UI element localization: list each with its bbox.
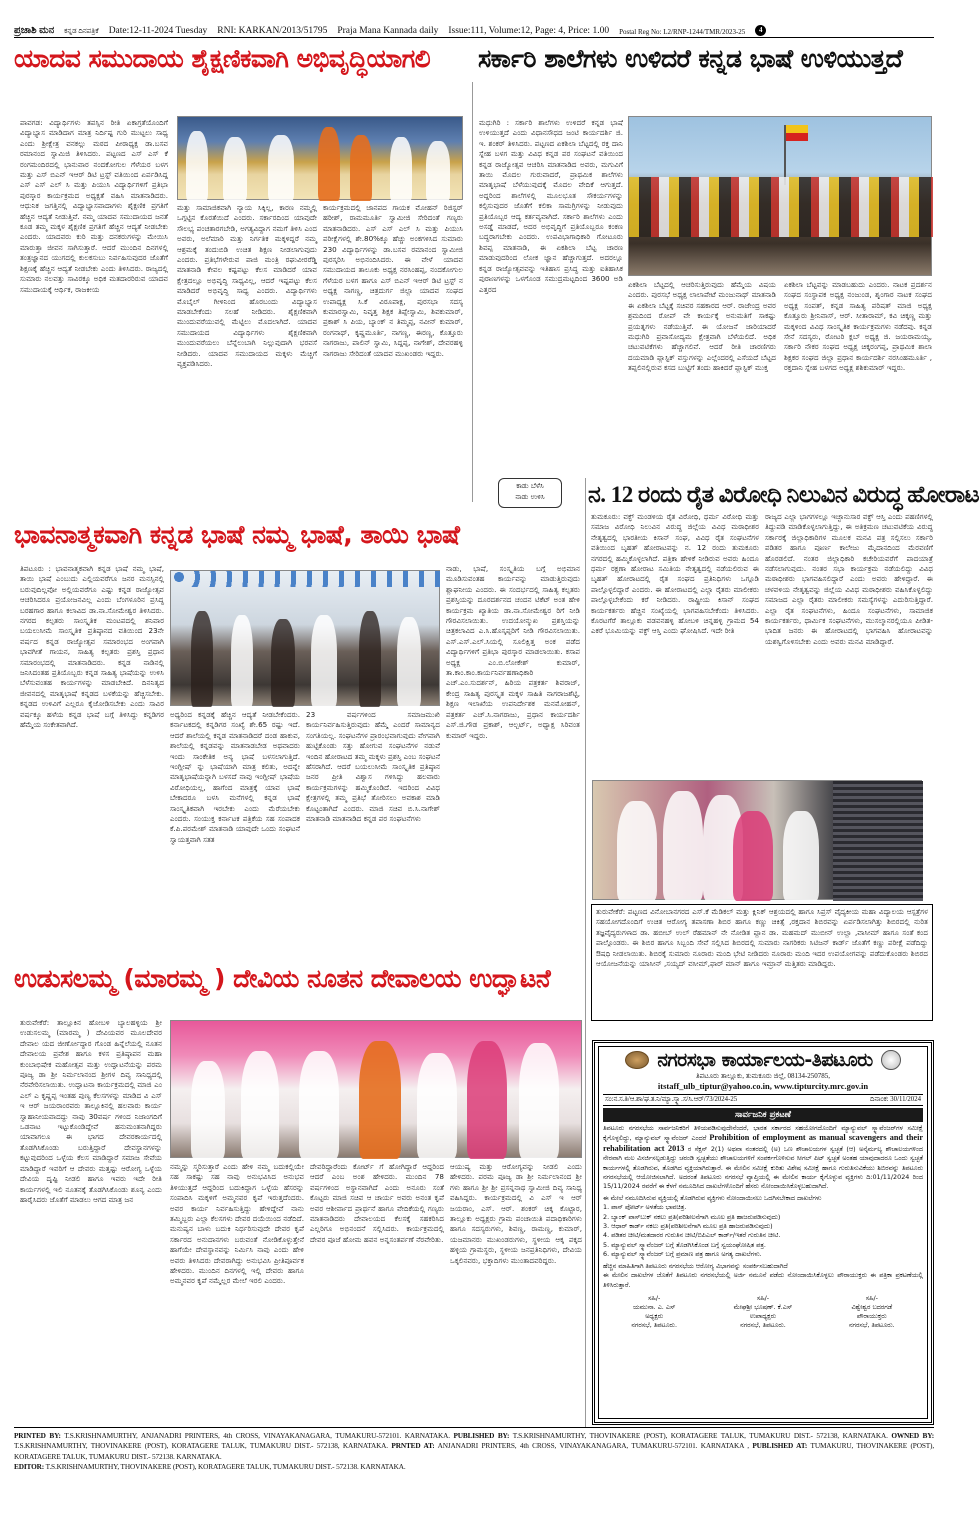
signatory-name: ಯಮುನಾ. ಎ. ಎಸ್: [632, 1302, 676, 1311]
notice-date: ದಿನಾಂಕ: 30/11/2024: [870, 1096, 921, 1103]
postal-reg: Postal Reg No: L2/RNP-1244/TMR/2023-25: [619, 28, 746, 36]
signatory-sd: ಸಹಿ/-: [756, 1293, 770, 1302]
headline-bhavanatmaka: ಭಾವನಾತ್ಮಕವಾಗಿ ಕನ್ನಡ ಭಾಷೆ ನಮ್ಮ ಭಾಷೆ, ತಾಯಿ ಭಾಷೆ: [14, 520, 460, 549]
signatory-role: ಅಧ್ಯಕ್ಷರು: [645, 1311, 664, 1320]
yadava-col-1: ಪಾವಗಡ: ವಿದ್ಯಾರ್ಥಿಗಳು ತಪಸ್ಸಿನ ರೀತಿ ಏಕಾಗ್ರತೆಯೊಂದಿಗೆ ವಿದ್ಯಾಭ್ಯಾಸ ಮಾಡಿದಾಗ ಮಾತ್ರ ನಿರ್ದಿಷ್ಟ ಗುರಿ ಮುಟ್ಟಲು ಸಾಧ್ಯ ಎಂದು ಶ್ರೀಕ್ಷೇತ್ರ ವನಕಲ್ಲು ಮಠದ ಪೀಠಾಧ್ಯಕ್ಷ ಡಾ.ಬಸವ ರಮಾನಂದ ಸ್ವಾಮಿಜಿ ತಿಳಿಸಿದರು. ಪಟ್ಟಣದ ಎಸ್ ಎಸ್ ಕೆ ರಂಗಮಂದಿರದಲ್ಲಿ ಭಾನುವಾರ ನಂದಕೋಗುಲ ಗೆಳೆಯರ ಬಳಗ ಮತ್ತು ಎಸ್ ಬಿಎನ್ ಇಆರ್ ಡಿಟಿ ಟ್ರಸ್ಟ್ ವತಿಯಿಂದ ಏರ್ಪಡಿಸಿದ್ದ ಎಸ್ ಎಸ್ ಎಲ್ ಸಿ ಮತ್ತು ಪಿಯುಸಿ ವಿದ್ಯಾರ್ಥಿಗಳಿಗೆ ಪ್ರತಿಭಾ ಪುರಸ್ಕಾರ ಕಾರ್ಯಕ್ರಮದ ಅಧ್ಯಕ್ಷತೆ ವಹಿಸಿ ಮಾತನಾಡಿದರು. ಆಧುನಿಕ ಜಗತ್ತಿನಲ್ಲಿ ವಿದ್ಯಾಭ್ಯಾಸವಾದಾಗಳು ಶೈಕ್ಷಣಿಕ ಪ್ರಗತಿಗೆ ಹೆಚ್ಚಿನ ಆದ್ಯತೆ ನೀಡುತ್ತಿವೆ. ನಮ್ಮ ಯಾದವ ಸಮುದಾಯದ ಜನತೆ ಕೂಡ ತಮ್ಮ ಮಕ್ಕಳ ಶೈಕ್ಷಣಿಕ ಪ್ರಗತಿಗೆ ಹೆಚ್ಚಿನ ಆದ್ಯತೆ ನೀಡಬೇಕು ಎಂದರು. ಯಾದವರು ಕುರಿ ಮತ್ತು ದನಕರುಗಳನ್ನು ಮೇಯಿಸಿ ಮಾರುತ್ತಾ ಜೀವನ ಸಾಗಿಸುತ್ತಾರೆ. ಆದರೆ ಮುಂದಿನ ದಿನಗಳಲ್ಲಿ ತಂತ್ರಜ್ಞಾನದ ಯುಗದಲ್ಲಿ ಕುಲಕಸುಬು ನಿರ್ವಹಿಸುವುದರ ಜೊತೆಗೆ ಶಿಕ್ಷಣಕ್ಕೆ ಹೆಚ್ಚಿನ ಆದ್ಯತೆ ನೀಡಬೇಕು ಎಂದು ತಿಳಿಸಿದರು. ರಾಜ್ಯದಲ್ಲಿ ಸುಮಾರು ನಲವತ್ತು ಸಾವಿರಕ್ಕೂ ಅಧಿಕ ಮತದಾರರಿರುವ ಯಾದವ ಸಮುದಾಯಕ್ಕೆ ಆರ್ಥಿಕ, ರಾಜಕೀಯ: [20, 118, 168, 294]
health-camp-box: [591, 904, 933, 1021]
published-by: T.S.KRISHNAMURTHY, THOVINAKERE (POST), KORATAGERE TALUK, TUMAKURU DIST.- 572138, KARNATAKA.: [512, 1431, 888, 1440]
imprint-footer: [14, 1427, 934, 1473]
signatory-name: ವಿಶ್ವೇಶ್ವರ ಬದರಗಡೆ: [851, 1302, 893, 1311]
printed-at-label: PRNTED AT:: [391, 1441, 435, 1451]
signatory: [849, 1294, 895, 1330]
municipal-seal-icon: [625, 1051, 649, 1069]
notice-document-list: [603, 1203, 923, 1259]
notice-body-part-1: ತಿಪಟೂರು ನಗರಸಭೆಯ ಸಾರ್ವಜನಿಕರಿಗೆ ತಿಳಿಯಪಡಿಸುವುದೇನೆಂದರೆ, ಭಾರತ ಸರ್ಕಾರದ ಸಹಯೋಗದೊಂದಿಗೆ ಮ್ಯಾನ್ಯುವಲ್ ಸ್ಕ್ಯಾವೆಂಜರ್‌ಗಳ ಸಮೀಕ್ಷೆ ಕೈಗೊಳ್ಳಲಿದ್ದು, ಮ್ಯಾನ್ಯುವಲ್ ಸ್ಕ್ಯಾವೆಂಜರ್ ಎಂದರೆ: [603, 1124, 923, 1143]
health-camp-body: ತುರುವೇಕೆರೆ: ಪಟ್ಟಣದ ವಿನೋಬಾನಗರದ ಎಸ್.ಕೆ ಮೆಡಿಕಲ್ ಮತ್ತು ಕ್ಲಿನಿಕ್ ಆಶ್ರಯದಲ್ಲಿ ಹಾಗೂ ಸಿಪ್ರಸ್ ವೈದ್ಯಕೀಯ ಮಹಾ ವಿದ್ಯಾಲಯ ಆಸ್ಪತ್ರೆಗಳ ಸಹಯೋಗದೊಂದಿಗೆ ಉಚಿತ ಆರೋಗ್ಯ ತಪಾಸಣಾ ಶಿಬಿರ ಹಾಗೂ ಕಣ್ಣು ಚಿಕಿತ್ಸೆ ,ರಕ್ತದಾನ ಶಿಬಿರವನ್ನು ಏರ್ಪಡಿಸಲಾಗಿತ್ತು ಶಿಬಿರದಲ್ಲಿ ನುರಿತ ತಜ್ಞವೈದ್ಯರುಗಳಾದ ಡಾ. ಹಬೀಬ್ ಉಲ್ ರೆಹಮಾನ್ ನೇ ನೋಡಿತ ಪ್ಲಾನ ಡಾ. ಮಹಮದ್ ಮುಬೀನ್ ಉಲ್ಲಾ ,ವಾಸೀಮ್ ಹಾಗೂ ಸಂತೆ ಕಂದ ಪಾಲ್ಗೊಂಡರು. ಈ ಶಿಬಿರ ಹಾಗೂ ಸಿಬ್ಬಂದಿ ಸೇವೆ ಸಲ್ಲಿಸಿದ ಶಿಬಿರದಲ್ಲಿ ಸುಮಾರು ನಾಗರಿಕರು ಸಿಟಿಜನ್ ಕಾರ್ಡ್ ಜೊತೆಗೆ ಕಣ್ಣು ಪರೀಕ್ಷೆ ಪಡೆದಿದ್ದು ಔಷಧಿ ನೀಡಲಾಯಿತು. ಶಿಬಿರಕ್ಕೆ ಸುಮಾರು ನೂರಾರು ಮಂದಿ ಭೇಟಿ ನೀಡಿದರು ನೂರಾರು ಮಂದಿ ಇದರ ಉಪಯೋಗವನ್ನು ಪಡೆದುಕೊಂಡರು ಶಿಬಿರದ ಆಯೋಜನೆಯನ್ನು ಯಾಸೀನ್ ,ಸಯ್ಯದ್ ವಸೀಮ್,ಫಾರ್ ಮಾನ್ ಹಾಗೂ ಇಮ್ರಾನ್ ಮತ್ತಿತರು ಮಾಡಿದ್ದರು.: [596, 907, 928, 969]
issue-date: Date:12-11-2024 Tuesday: [108, 26, 208, 36]
notice-body-part-2: ರ ಸೆಕ್ಷನ್ 2(1) ಅಥವಾ ನಂತರದಲ್ಲಿ (ಅ) ಒಣ ಶೌಚಾಲಯಗಳ ಸ್ವಚ್ಛತೆ (ಆ) ಅನೈರ್ಮಲ್ಯ ಶೌಚಾಲಯಗಳಿಂದ ನೇರವಾಗಿ ಮಲ ವಿಸರ್ಜಿಸಲ್ಪಡುತ್ತಿದ್ದು ಚರಂಡಿ ಸ್ವಚ್ಛತೆಯು ಶೌಚಾಲಯಗಳಿಗೆ ಸಂಪರ್ಕಗೊಳಿಸುವ ಸೀಗಲ್ ಪಿಟ್ ಸ್ವಚ್ಛತೆ ಅಂತಹ ಯಾವುದಾದರೂ ಒಂದು ಸ್ವಚ್ಛತೆ ಕಾರ್ಯಗಳಲ್ಲಿ ತೊಡಗಿರುವ, ತೊಡಗಿದ ವ್ಯಕ್ತಿಯಾಗಿರುತ್ತಾರೆ. ಈ ಮೇಲಿನ ಸಮೀಕ್ಷೆ ಕುರಿತು ವಿಶೇಷ ಸಮೀಕ್ಷೆ ಹಾಗೂ ಗುರುತಿಸುವಿಕೆಯು ಶಿಬಿರವನ್ನು ತಿಪಟೂರು ನಗರಸಭೆಯಲ್ಲಿ ಆಯೋಜಿಸಲಾಗಿದೆ. ಅದರಂತೆ ತಿಪಟೂರು ನಗರಸಭೆ ವ್ಯಾಪ್ತಿಯಲ್ಲಿ ಈ ಮೇಲಿನ ಕಾರ್ಯ ಕೈಗೊಳ್ಳುವ ವ್ಯಕ್ತಿಗಳು ದಿ:01/11/2024 ರಿಂದ 15/11/2024 ರವರೆಗೆ ಈ ಕೆಳಗೆ ನಮೂದಿಸಿದ ದಾಖಲೆಗಳೊಂದಿಗೆ ಹೆಸರು ನೋಂದಾಯಿಸಿಕೊಳ್ಳಬಹುದಾಗಿದೆ.: [603, 1144, 923, 1191]
public-notice: [592, 1040, 934, 1425]
page-number-badge: 4: [755, 25, 766, 36]
notice-reference: [603, 1094, 923, 1106]
rni-number: RNI: KARKAN/2013/51795: [217, 26, 328, 36]
slogan-line-2: ನಾಡು ಉಳಿಸಿ: [515, 493, 545, 501]
notice-closing-1: ಹೆಚ್ಚಿನ ಮಾಹಿತಿಗಾಗಿ ತಿಪಟೂರು ನಗರಸಭೆಯ ಆರೋಗ್ಯ ವಿಭಾಗವನ್ನು ಸಂಪರ್ಕಿಸಬಹುದಾಗಿದೆ: [603, 1261, 788, 1270]
notice-ref-number: ಸಂ:ನ.ಸ.ತಿ/ಆ.ಶಾ/ಘ.ತ.ನಿ/ಮ್ಯಾ.ಸ್ಕ್ಯಾ.ಸ/ಸಿ.ಆರ್/73/2024-25: [605, 1096, 738, 1103]
headline-farmers: ನ. 12 ರಂದು ರೈತ ವಿರೋಧಿ ನಿಲುವಿನ ವಿರುದ್ಧ ಹೋರಾಟ: [588, 482, 979, 507]
yadava-col-3: ಕಾರ್ಯಕ್ರಮದಲ್ಲಿ ಜಾನಪದ ಗಾಯಕ ಮೋಹನ್ ರಿಜಿಸ್ಟರ್ ಹರೀಶ್, ರಾಮಮೂರ್ತಿ ಸ್ವಾಮೀಜಿ ಸೇರಿದಂತೆ ಗಣ್ಯರು ಮಾತನಾಡಿದರು. ಎಸ್ ಎಸ್ ಎಲ್ ಸಿ ಮತ್ತು ಪಿಯುಸಿ ಪರೀಕ್ಷೆಗಳಲ್ಲಿ ಶೇ.80%ಕ್ಕೂ ಹೆಚ್ಚು ಅಂಕಗಳಿಸಿದ ಸುಮಾರು 230 ವಿದ್ಯಾರ್ಥಿಗಳನ್ನು ಡಾ.ಬಸವ ರಮಾನಂದ ಸ್ವಾಮೀಜಿ ಪುರಸ್ಕರಿಸಿ ಅಭಿನಂದಿಸಿದರು. ಈ ವೇಳೆ ಯಾದವ ಸಮುದಾಯದ ತಾಲೂಕು ಅಧ್ಯಕ್ಷ ನರಸಿಂಹಪ್ಪ, ನಂದಕೋಗುಲ ಗೆಳೆಯರ ಬಳಗ ಹಾಗೂ ಎಸ್ ಬಿಎನ್ ಇಆರ್ ಡಿಟಿ ಟ್ರಸ್ಟ್ ನ ಅಧ್ಯಕ್ಷ ನಾಗಣ್ಣ, ಚಿತ್ರದುರ್ಗ ಜಿಲ್ಲಾ ಯಾದವ ಸಂಘದ ಉಪಾಧ್ಯಕ್ಷ ಸಿ.ಕೆ ವಿರೂಪಾಕ್ಷ, ಪುರಸಭಾ ಸದಸ್ಯ ಕುಮಾರಸ್ವಾಮಿ, ನಿವೃತ್ತ ಶಿಕ್ಷಕ ತಿಪ್ಪೇಸ್ವಾಮಿ, ಶಿವಕುಮಾರ್, ಪ್ರಕಾಶ್ ಸಿ ಪಿಯ, ಬ್ಯಾಂಕ್ ನ ತಿಮ್ಮಪ್ಪ, ನವೀನ್ ಕುಮಾರ್, ರಂಗನಾಥ್, ಕೃಷ್ಣಮೂರ್ತಿ, ನಾಗಣ್ಣ, ಈರಣ್ಣ, ಕೊತ್ತೂರು ನಾಗರಾಜು, ಪಾಲಿನ್ ಸ್ವಾಮಿ, ಸಿದ್ದಪ್ಪ, ನಾಗೇಶ್, ದೇವರಹಳ್ಳಿ ನಾಗರಾಜು ಸೇರಿದಂತೆ ಯಾದವ ಮುಖಂಡರು ಇದ್ದರು.: [323, 203, 463, 358]
column-rule: [472, 82, 473, 502]
notice-list-item: 3. ಆಧಾರ್ ಕಾರ್ಡ್ ನಕಲು ಪ್ರತಿ(ಪರಿಶೀಲನೆಗಾಗಿ ಮೂಲ ಪ್ರತಿ ಹಾಜರುಪಡಿಸುವುದು): [603, 1222, 773, 1231]
bhavanatmaka-col-4: ನಾಡು, ಭಾಷೆ, ಸಂಸ್ಕೃತಿಯ ಬಗ್ಗೆ ಅಭಿಮಾನ ಮೂಡಿಸುವಂತಹ ಕಾರ್ಯವನ್ನು ಮಾಡುತ್ತಿರುವುದು ಶ್ಲಾಘನೀಯ ಎಂದರು. ಈ ಸಂದರ್ಭದಲ್ಲಿ ಸಾಹಿತ್ಯ ಕಲ್ಪತರು ಪ್ರಶಸ್ತಿಯನ್ನು ದೂರದರ್ಶನದ ಚಂದನ ಟಿಕೆಟ್ ಅಂತ ಹೇಳಿ ಕಾರ್ಯಕ್ರಮ ಖ್ಯಾತಿಯ ಡಾ.ನಾ.ಸೋಮೇಶ್ವರ ರಿಗೆ ನೀಡಿ ಗೌರವಿಸಲಾಯಿತು. ಉದಯೋನ್ಮುಖ ಪ್ರಶಸ್ತಿಯನ್ನು ಚಿತ್ರಕಲಾವಿದ ಎ.ಸಿ.ಹೊಸ್ಕಪ್ಪರಿಗೆ ನೀಡಿ ಗೌರವಿಸಲಾಯಿತು. ಎಸ್.ಎಸ್.ಎಲ್.ಸಿಯಲ್ಲಿ ಸೂಲಿಕ್ಷಿತ್ತ ಅಂಕ ಪಡೆದ ವಿದ್ಯಾರ್ಥಿಗಳಿಗೆ ಪ್ರತಿಭಾ ಪುರಸ್ಕಾರ ಮಾಡಲಾಯಿತು. ಕಸಾಪ ಅಧ್ಯಕ್ಷ ಎಂ.ಬಿ.ಲೋಕೇಶ್ ಕುಮಾರ್, ತಾ.ಕಾಂ.ಕಾಂ.ಕಾರ್ಯನಿರ್ವಹಣಾಧಿಕಾರಿ ಎಚ್.ಎಂ.ಸುದರ್ಶನ್, ಹಿರಿಯ ಪತ್ರಕರ್ತ ಶಿವರಾಜ್, ಕೇಂದ್ರ ಸಾಹಿತ್ಯ ಪುರಸ್ಕೃತ ಮಕ್ಕಳ ಸಾಹಿತಿ ನಾಗರಾಜಶೆಟ್ಟಿ, ಶಿಕ್ಷಣ ಇಲಾಖೆಯ ಉಪನಿರ್ದೇಶಕ ಮನಮೋಹನ್, ಪತ್ರಕರ್ತ ಎಚ್.ಸಿ.ನಾಗರಾಜು, ಪ್ರಧಾನ ಕಾರ್ಯದರ್ಶಿ ಎಸ್.ಜಿ.ಗೌಡ ಪ್ರಕಾಶ್, ಆಲ್ಬರ್ಟ್, ಅಧ್ಯಾಕ್ಷ ಸಿರಿವಂತ ಕುಮಾರ್ ಇದ್ದರು.: [446, 564, 580, 740]
notice-signatories: [603, 1294, 923, 1330]
notice-list-item: 5. ಮ್ಯಾನ್ಯುವಲ್ ಸ್ಕ್ಯಾವೆಂಜರ್ ಬಗ್ಗೆ ತೊಡಗಿಸಿಕೊಂಡ ಬಗ್ಗೆ ಸ್ವಯಂಘೋಷಿತ ಪತ್ರ.: [603, 1240, 766, 1249]
paper-logo: ಪ್ರಜಾಶಿ ಮನ: [14, 25, 55, 36]
paper-name: Praja Mana Kannada daily: [337, 26, 439, 36]
signatory-place: ನಗರಸಭೆ, ತಿಪಟೂರು.: [631, 1320, 677, 1329]
issue-info: Issue:111, Volume:12, Page: 4, Price: 1.00: [448, 26, 610, 36]
owned-by-label: OWNED BY:: [891, 1431, 934, 1440]
notice-list-item: 6. ಮ್ಯಾನ್ಯುವಲ್ ಸ್ಕ್ಯಾವೆಂಜರ್ ಬಗ್ಗೆ ಪ್ರಮಾಣ ಪತ್ರ ಹಾಗೂ ಅಗತ್ಯ ದಾಖಲೆಗಳು.: [603, 1250, 762, 1259]
temple-col-1: ತುರುವೇಕೆರೆ: ತಾಲ್ಲೂಕಿನ ಹೋಬಳಿ ಬ್ಯಾಲಹಳ್ಳಿಯ ಶ್ರೀ ಉಡುಸಲಮ್ಮ (ಮಾರಮ್ಮ ) ದೇವಿಯವರ ಮೂಲದೇವರ ದೇವಾಲ ಯದ ಜೀರ್ಣೋದ್ಧಾರ ಗೊಂಡ ಹಿನ್ನೆಲೆಯಲ್ಲಿ ನೂತನ ದೇವಾಲಯ ಪ್ರವೇಶ ಹಾಗೂ ಕಳಸ ಪ್ರತಿಷ್ಠಾಪನ ಮಹಾ ಕುಂಬಾಭಿಷೇಕ ಮಹೋತ್ಸವ ಮತ್ತು ಉದ್ಘಾಟನೆಯನ್ನು ಪರಮ ಪೂಜ್ಯ ಡಾ ಶ್ರೀ ನಿರ್ಮಲಾನಂದ ಶ್ರೀಗಳ ದಿವ್ಯ ಸಾನಿಧ್ಯದಲ್ಲಿ ನೆರವೇರಿಸಲಾಯಿತು. ಉದ್ಘಾಟನಾ ಕಾರ್ಯಕ್ರಮದಲ್ಲಿ ಮಾಜಿ ಎಂ ಎಲ್ ಎ ಕೃಷ್ಣಪ್ಪ ಇಂತಹ ಪುಣ್ಯ ಕೆಲಸಗಳನ್ನು ಮಾಡಿದ ವಿ ಎಸ್ ಇ ಆರ್ ಜಯರಾಂರವರು ತಾಲ್ಲೂಕಿನಲ್ಲಿ ಹಲವಾರು ಕಾರ್ಯ ಸ್ವಾಹಾನೀಯವಾದದ್ದು ನಾವು 30ವರ್ಷ ಗಳಿಂದ ನಿಜಾಂಗದಿಗೆ ಒಡನಾಟ ಇಟ್ಟುಕೊಂಡಿದ್ದೇವೆ ಹನುಮಂತನಾಗಿದ್ದರು ಯಾವಾಗಲೂ ಈ ಭಾಗದ ದೇವರಕಾರ್ಯದಲ್ಲಿ ತೊಡಗಿಸಿಕೊಂಡು ಬರುತ್ತಿದ್ದಾರೆ ದೇವಸ್ಥಾನಗಳನ್ನು ಕಟ್ಟುವುದರಿಂದ ಒಳ್ಳೆಯ ಕೆಲಸ ಮಾಡಿದ್ದಾರೆ ಸಮಾಜ ಸೇವೆಯ ಮಾಡಿದ್ದಾರೆ ಇವರಿಗೆ ಆ ದೇವರು ಮತ್ತಷ್ಟು ಆರೋಗ್ಯ ಒಳ್ಳೆಯ ದೇವಿಯ ದೃಷ್ಟಿ ನೀಡಲಿ ಹಾಗೂ ಇವರು ಇದೇ ರೀತಿ ಕಾರ್ಯಗಳಲ್ಲಿ ಇಲಿ ನೂತನಕ್ಕೆ ತೊಡಗಿಸಿಕೊಂಡು ಶೂನ್ಯ ಎಂದು ಹಾರೈಸಿದರು ಜೊತೆಗೆ ಮಾಡಲು ಆಗದ ಮಾತ್ರ ಜನ: [20, 1018, 162, 1204]
signatory: [734, 1294, 793, 1330]
notice-band: ಸಾರ್ವಜನಿಕ ಪ್ರಕಟಣೆ: [603, 1108, 923, 1122]
signatory-place: ನಗರಸಭೆ, ತಿಪಟೂರು.: [740, 1320, 786, 1329]
published-by-label: PUBLISHED BY:: [453, 1431, 510, 1440]
notice-act-name: Prohibition of employment as manual scavengers and their rehabilitation act 2013: [603, 1133, 923, 1153]
notice-list-item: 4. ಪಡಿತರ ಚೀಟಿ/ಮತದಾರರ ಗುರುತಿನ ಚೀಟಿ/ಬಿಪಿಎಲ್ ಕಾರ್ಡ್/ಇತರೆ ಗುರುತಿನ ಚೀಟಿ.: [603, 1231, 781, 1240]
photo-yadava-stage: [177, 116, 463, 200]
bhavanatmaka-col-2: ಅಧ್ಯರಿಂದ ಕನ್ನಡಕ್ಕೆ ಹೆಚ್ಚಿನ ಆದ್ಯತೆ ನೀಡಬೇಕೆಂದರು. ಕರ್ನಾಟಕದಲ್ಲಿ ಕನ್ನಡಿಗರ ಸಂಖ್ಯೆ ಶೇ.65 ರಷ್ಟು ಇದೆ. ಆದರೆ ಶಾಲೆಯಲ್ಲಿ ಕನ್ನಡ ಮಾತನಾಡಿದರೆ ದಂಡ ಹಾಕುವ, ಶಾಲೆಯಲ್ಲಿ ಕನ್ನಡವನ್ನು ಮಾತನಾಡಬೇಡ ಅಥವಾದರು ಇಂದು ಸಾಂಕೇತಿಕ ಅನ್ಯ ಭಾಷೆ ಬಳಸಲಾಗುತ್ತಿದೆ. ಇಂಗ್ಲೀಷ್ ನ್ನು ಭಾಷೆಯಾಗಿ ಮಾತ್ರ ಕಲಿತು, ಅದನ್ನೇ ಮಾತೃಭಾಷೆಯನ್ನಾಗಿ ಬಳಸದೆ ನಾವು ಇಂಗ್ಲೀಷ್ ಭಾಷೆಯ ವಿರೋಧಿಯಲ್ಲ, ಹಾಗೆಂದ ಮಾತ್ರಕ್ಕೆ ಯಾವ ಭಾಷೆ ಬೇಕಾದರೂ ಬಳಸಿ ಮನೆಗಳಲ್ಲಿ ಕನ್ನಡ ಭಾಷೆ ಸಾಂಸ್ಕೃತಿಕವಾಗಿ ಇರಬೇಕು ಎಂದು ಮೆರೆಯಬೇಕು ಎಂದರು. ಸಂಯುಕ್ತ ಕರ್ನಾಟಕ ಪತ್ರಿಕೆಯ ಸಹ ಸಂಪಾದಕ ಕೆ.ಪಿ.ಪರಮೇಶ್ ಮಾತನಾಡಿ ಯಾವುದೇ ಒಂದು ಸಂಘಟನೆ ಸ್ವಾಯತ್ತವಾಗಿ ಸತತ: [170, 710, 300, 844]
kannada-school-col-3: ಏಕಶಿಲಾ ಬೆಟ್ಟವನ್ನು ಮಾಡಬಹುದು ಎಂದರು. ನಾಟಕ ಪ್ರದರ್ಶನ ಸಂಘದ ಸಂಸ್ಥಾಪಕ ಅಧ್ಯಕ್ಷ ನಂಜುಂಡ, ಶೃಂಗಾರ ನಾಟಕ ಸಂಘದ ಅಧ್ಯಕ್ಷ ಸಂಪತ್, ಕನ್ನಡ ಸಾಹಿತ್ಯ ಪರಿಷತ್ ಮಾಜಿ ಅಧ್ಯಕ್ಷ ಕೊತ್ತೂರು ಶ್ರೀನಿವಾಸ್, ಆರ್. ಸೀತಾರಾಮ್, ಕವಿ ಚಿಕ್ಕಣ್ಣ ಮತ್ತು ಮಕ್ಕಳಿಂದ ವಿವಿಧ ಸಾಂಸ್ಕೃತಿಕ ಕಾರ್ಯಕ್ರಮಗಳು ನಡೆದವು. ಕನ್ನಡ ಸೇನೆ ಸದಸ್ಯರು, ರೋಟರಿ ಕ್ಲಬ್ ಅಧ್ಯಕ್ಷ ಜಿ. ಜಯರಾಮಯ್ಯ, ಸರ್ಕಾರಿ ನೌಕರ ಸಂಘದ ಅಧ್ಯಕ್ಷ ಚಿಕ್ಕರಂಗಪ್ಪ, ಪ್ರಾಥಮಿಕ ಶಾಲಾ ಶಿಕ್ಷಕರ ಸಂಘದ ಜಿಲ್ಲಾ ಪ್ರಧಾನ ಕಾರ್ಯದರ್ಶಿ ನರಸಿಂಹಮೂರ್ತಿ , ರಕ್ತದಾನಿ ಸ್ನೇಹ ಬಳಗದ ಅಧ್ಯಕ್ಷ ಶಶಿಕುಮಾರ್ ಇದ್ದರು.: [784, 280, 932, 373]
photo-kannada-group: [628, 116, 932, 276]
notice-list-item: 1. ಪಾಸ್ ಪೋರ್ಟ್ ಅಳತೆಯ ಭಾವಚಿತ್ರ.: [603, 1203, 687, 1212]
editor-label: EDITOR:: [14, 1462, 45, 1472]
photo-temple-inauguration: [170, 1020, 582, 1158]
printed-by-label: PRINTED BY:: [14, 1431, 61, 1440]
notice-title: ನಗರಸಭಾ ಕಾರ್ಯಾಲಯ-ತಿಪಟೂರು: [657, 1049, 873, 1071]
state-emblem-icon: [881, 1050, 901, 1070]
signatory-name: ಮೇಘಶ್ರೀ ಭೂಷಣ್. ಕೆ.ಎಸ್: [733, 1302, 793, 1311]
signatory-sd: ಸಹಿ/-: [865, 1293, 878, 1302]
notice-header: [603, 1049, 923, 1071]
signatory-role: ಪೌರಾಯುಕ್ತರು: [856, 1311, 887, 1320]
published-at: TUMAKURU, THOVINAKERE (POST), KORATAGERE TALUK, TUMAKURU DIST.- 572138. KARNATAKA.: [14, 1441, 934, 1461]
signatory-place: ನಗರಸಭೆ, ತಿಪಟೂರು.: [848, 1320, 895, 1329]
editor: T.S.KRISHNAMURTHY, THOVINAKERE (POST), KORATAGERE TALUK, TUMAKURU DIST.- 572138. KARNATAKA.: [45, 1462, 406, 1472]
temple-col-3: ದೇವರಿದ್ದಾರೆಂದು ಕೋರ್ಟ್ ಗೆ ಹೋಗಿದ್ದಾರೆ ಆದ್ದರಿಂದ ಆದರೆ ಎಂಬ ಅಂಶ ಹೇಳಿದರು. ಮುಂದಿನ 78 ವರ್ಷಗಳಿಂದ ಅಸ್ಥಾನವಾಗಿದೆ ಎಂದು ಅನೂರು ಸಂತೆ ಕೊಟ್ಟರು ಮಾಜಿ ಸಚಿವ ಆ ಚಾರ್ಯ ಅವರು ಅನಂತ ಕೃಪೆ ಅವರ ಆಶೀರ್ವಾದ ಪ್ರಾರ್ಥನೆ ಹಾಗೂ ವೇದಿಕೆಯಲ್ಲಿ ಗಣ್ಯರು ಮಾತನಾಡಿದರು ದೇವಾಲಯದ ಕೆಲಸಕ್ಕೆ ಸಹಕರಿಸಿದ ಎಲ್ಲರಿಗೂ ಅಭಿನಂದನೆ ಸಲ್ಲಿಸಿದರು. ಕಾರ್ಯಕ್ರಮದಲ್ಲಿ ದೇವರ ಪೂಜೆ ಹೋಮ ಹವನ ಅನ್ನಸಂತರ್ಪಣೆ ನೆರವೇರಿತು.: [310, 1162, 444, 1244]
headline-kannada-school: ಸರ್ಕಾರಿ ಶಾಲೆಗಳು ಉಳಿದರೆ ಕನ್ನಡ ಭಾಷೆ ಉಳಿಯುತ್ತದೆ: [478, 44, 903, 73]
bhavanatmaka-col-3: 23 ವರ್ಷಗಳಿಂದ ಸಮಾಜಮುಖಿ ಕಾರ್ಯನಿರ್ವಹಿಸುತ್ತಿರುವುದು ಹೆಮ್ಮೆ ಎಂದರೆ ಸಾಮಾನ್ಯದ ಸಂಗತಿಯಲ್ಲ. ಸಂಘಟನೆಗಳ ಪ್ರಾರಂಭವಾಗುವುದು ವೇಗವಾಗಿ ಹುಟ್ಟಿಕೊಂಡು ಸತ್ತು ಹೋಗುವ ಸಂಘಟನೆಗಳ ನಡುವೆ ಇಂದಿನ ಹೋರಾಟದ ತಮ್ಮ ಮಕ್ಕಳು ಪ್ರಶಸ್ತಿ ಎಂಬ ಸಂಘಟನೆ ಹೆಸರಾಗಿದೆ. ಆದರೆ ಬಯಲುಸೀಮೆ ಸಾಂಸ್ಕೃತಿಕ ಪ್ರತಿಷ್ಠಾನ ಜನರ ಪ್ರೀತಿ ವಿಶ್ವಾಸ ಗಳಿಸಿದ್ದು ಹಲವಾರು ಕಾರ್ಯಕ್ರಮಗಳನ್ನು ಹಮ್ಮಿಕೊಂಡಿದೆ. ಇದರಿಂದ ವಿವಿಧ ಕ್ಷೇತ್ರಗಳಲ್ಲಿ ತಮ್ಮ ಪ್ರತಿಭೆ ತೋರಿಸಲು ಅವಕಾಶ ಮಾಡಿ ಕೊಟ್ಟಂತಾಗಿದೆ ಎಂದರು. ಮಾಜಿ ಸಚಿವ ಬಿ.ಸಿ.ನಾಗೇಶ್ ಮಾತನಾಡಿ ಮಾತನಾಡಿದ ಕನ್ನಡ ಪರ ಸಂಘಟನೆಗಳು: [306, 710, 440, 824]
paper-subtitle: ಕನ್ನಡ ದಿನಪತ್ರಿಕೆ: [64, 27, 99, 35]
headline-temple: ಉಡುಸಲಮ್ಮ (ಮಾರಮ್ಮ ) ದೇವಿಯ ನೂತನ ದೇವಾಲಯ ಉದ್ಘಾಟನೆ: [14, 964, 551, 993]
owned-by: T.S.KRISHNAMURTHY, THOVINAKERE (POST), KORATAGERE TALUK, TUMAKURU DIST.- 572138, KARNATAKA.: [14, 1441, 388, 1451]
notice-body: [603, 1124, 923, 1192]
farmers-col-1: ತುಮಕೂರು: ವಕ್ಫ್ ಮಂಡಳಿಯ ರೈತ ವಿರೋಧಿ, ಧರ್ಮ ವಿರೋಧಿ ಮತ್ತು ಸಮಾಜ ವಿರೋಧಿ ನಿಲುವಿನ ವಿರುದ್ಧ ಜಿಲ್ಲೆಯ ವಿವಿಧ ಮಠಾಧೀಶರ ನೇತೃತ್ವದಲ್ಲಿ ಭಾರತೀಯ ಕಿಸಾನ್ ಸಂಘ, ವಿವಿಧ ರೈತ ಸಂಘಟನೆಗಳ ವತಿಯಿಂದ ಬೃಹತ್ ಹೋರಾಟವನ್ನು ನ. 12 ರಂದು ತುಮಕೂರು ನಗರದಲ್ಲಿ ಹಮ್ಮಿಕೊಳ್ಳಲಾಗಿದೆ. ಪತ್ರಿಕಾ ಹೇಳಿಕೆ ನೀಡಿರುವ ಅವರು ಹಿಂದೂ ಧರ್ಮ ರಕ್ಷಣಾ ಹೋರಾಟ ಸಮಿತಿಯ ನೇತೃತ್ವದಲ್ಲಿ ನಡೆಯಲಿರುವ ಈ ಬೃಹತ್ ಹೋರಾಟದಲ್ಲಿ ರೈತ ಸಂಘದ ಪ್ರತಿನಿಧಿಗಳು ಒಗ್ಗೂಡಿ ಪಾಲ್ಗೊಳ್ಳಲಿದ್ದಾರೆ ಎಂದರು. ಈ ಹೋರಾಟದಲ್ಲಿ ಎಲ್ಲಾ ರೈತರು ಮಾಲೀಕರು ಪಾಲ್ಗೊಳ್ಳಬೇಕೆಂದು ಕರೆ ನೀಡಿದರು. ರಾಷ್ಟ್ರೀಯ ಕಿಸಾನ್ ಸಂಘದ ಕಾರ್ಯಕರ್ತರು ಹೆಚ್ಚಿನ ಸಂಖ್ಯೆಯಲ್ಲಿ ಭಾಗವಹಿಸಬೇಕೆಂದು ತಿಳಿಸಿದರು. ಕೊರಟಗೆರೆ ತಾಲ್ಲೂಕು ವಡವನಹಳ್ಳಿ ಹೋಬಳಿ ಚಿನ್ನಹಳ್ಳಿ ಗ್ರಾಮದ 54 ಎಕರೆ ಭೂಮಿಯನ್ನು ವಕ್ಫ್ ಆಸ್ತಿ ಎಂದು ಘೋಷಿಸಿದೆ. ಇದೇ ರೀತಿ: [591, 512, 759, 636]
temple-col-2: ನಮ್ಮನ್ನು ಸ್ಮರಿಸುತ್ತಾರೆ ಎಂದು ಹೇಳಿ ನಮ್ಮ ಬದುಕಲ್ಲಿಯೇ ಸಹ ಸಾಕಷ್ಟು ಸಹ ನಾವು ಅನುಭವಿಸಿದ ಅನುಭವ ತಿಳಿಯುತ್ತದೆ ಆದ್ದರಿಂದ ಬದುಕಿದ್ದಾಗ ಒಳ್ಳೆಯ ಹೆಸರನ್ನು ಸಂಪಾದಿಸಿ ಮಕ್ಕಳಿಗೆ ಅಮ್ಮನವರ ಕೃಪೆ ಇರುತ್ತದೆಂದರು. ಅವರ ಕಾರ್ಯ ನಿರ್ವಹಿಸುತ್ತಿದ್ದು ಹೇಳಿದ್ದೇವೆ ನಾನು ತಮ್ಮಿಬ್ಬರು ಎಲ್ಲಾ ಕೆಲಸಗಳು ದೇವರ ದಯೆಯಿಂದ ನಡೆದಿದೆ. ಮನುಷ್ಯನ ಬಾಳು ಬದುಕಿ ನಿರ್ಧರಿಸುವುದೇ ದೇವರ ಕೃಪೆ ಸರ್ಕಾರದ ಅನುದಾನಗಳು ಬರುವಂತೆ ನೋಡಿಕೊಳ್ಳುತ್ತೇನೆ ಹಾಗೆಯೇ ದೇವಸ್ಥಾನವನ್ನು ನಿರ್ಮಿಸಿ ನಾವು ಎಂದು ಹೇಳಿ ಅವರು ತಿಳಿಸಿದರು ದೇವರಾಗಿದ್ದು ಅನುಭವಿಸಿ ಪ್ರೀತಿಪೂರ್ವಕ ಹೇಳಿದರು. ಮುಂದಿನ ದಿನಗಳಲ್ಲಿ ಇಲ್ಲಿ ದೇವರು ಹಾಗೂ ಅಮ್ಮನವರ ಕೃಪೆ ನಮ್ಮೆಲ್ಲರ ಮೇಲೆ ಇರಲಿ ಎಂದರು.: [170, 1162, 304, 1286]
printed-at: ANJANADRI PRINTERS, 4th CROSS, VINAYAKANAGARA, TUMAKURU-572101. KARNATAKA ,: [437, 1441, 749, 1451]
headline-yadava: ಯಾದವ ಸಮುದಾಯ ಶೈಕ್ಷಣಿಕವಾಗಿ ಅಭಿವೃದ್ಧಿಯಾಗಲಿ: [14, 44, 431, 73]
photo-health-camp: [592, 780, 922, 900]
signatory-role: ಉಪಾಧ್ಯಕ್ಷರು: [749, 1311, 777, 1320]
notice-list-item: 2. ಬ್ಯಾಂಕ್ ಪಾಸ್‌ಬುಕ್ ನಕಲು ಪ್ರತಿ(ಪರಿಶೀಲನೆಗಾಗಿ ಮೂಲ ಪ್ರತಿ ಹಾಜರುಪಡಿಸುವುದು): [603, 1212, 781, 1221]
slogan-line-1: ಕಾಡು ಬೆಳೆಸಿ: [516, 482, 544, 490]
printed-by: T.S.KRISHNAMURTHY, ANJANADRI PRINTERS, 4th CROSS, VINAYAKANAGARA, TUMAKURU-572101. KARNATAKA.: [64, 1431, 450, 1440]
masthead: [14, 22, 934, 38]
kannada-school-col-2: ಏಕಶಿಲಾ ಬೆಟ್ಟದಲ್ಲಿ ಆಚರಿಸುತ್ತಿರುವುದು ಹೆಮ್ಮೆಯ ವಿಷಯ ಎಂದರು. ಪುರಸಭೆ ಅಧ್ಯಕ್ಷ ಲಾಲಾಪೇಟೆ ಮಂಜುನಾಥ್ ಮಾತನಾಡಿ ಈ ಏಕಶಿಲಾ ಬೆಟ್ಟಕ್ಕೆ ಸಚಿವರ ಸಹಕಾರದ ಆರ್. ರಾಜೇಂದ್ರ ಅವರ ಶ್ರಮದಿಂದ ರೋಪ್ ವೇ ಕಾರ್ಯಕ್ಕೆ ಅನುಮತಿಗೆ ಸಾಕಷ್ಟು ಪ್ರಯತ್ನಗಳು ನಡೆಯುತ್ತಿವೆ. ಈ ಯೋಜನೆ ಜಾರಿಯಾದರೆ ಮಧುಗಿರಿ ಪ್ರವಾಸೋದ್ಯಮ ಕ್ಷೇತ್ರವಾಗಿ ಬೆಳೆಯಲಿದೆ. ಅಧಿಕ ಚಟುವಟಿಕೆಗಳು ಹೆಚ್ಚಾಗಲಿವೆ. ಆದರೆ ರೀತಿ ಚಾರಣಿಗರು ದಯಮಾಡಿ ಪ್ಲಾಸ್ಟಿಕ್ ವಸ್ತುಗಳನ್ನು ಎಲ್ಲೆಂದರಲ್ಲಿ ಎಸೆಯದೆ ಬೆಟ್ಟದ ತಪ್ಪಲಿನಲ್ಲಿರುವ ಕಸದ ಬುಟ್ಟಿಗೆ ತಂದು ಹಾಕಿದರೆ ಪ್ಲಾಸ್ಟಿಕ್ ಮುಕ್ತ: [628, 280, 776, 373]
bhavanatmaka-col-1: ತಿಪಟೂರು : ಭಾವನಾತ್ಮಕವಾಗಿ ಕನ್ನಡ ಭಾಷೆ ನಮ್ಮ ಭಾಷೆ, ತಾಯಿ ಭಾಷೆ ಎಂಬುದು ಎಲ್ಲಿಯವರೆಗೂ ಜನರ ಮನಸ್ಸಿನಲ್ಲಿ ಬರುವುದಿಲ್ಲವೋ ಅಲ್ಲಿಯವರೆಗೂ ಎಷ್ಟು ಕನ್ನಡ ರಾಜ್ಯೋತ್ಸವ ಆಚರಿಸಿದರೂ ಪ್ರಯೋಜನವಿಲ್ಲ ಎಂದು ಬೆಂಗಳೂರಿನ ಪ್ರಸಿದ್ಧ ಬರಹಗಾರ ಹಾಗೂ ಕಲಾವಿದ ಡಾ.ನಾ.ಸೋಮೇಶ್ವರ ತಿಳಿಸಿದರು. ನಗರದ ಕಲ್ಪತರು ಸಾಂಸ್ಕೃತಿಕ ಮಂಟಪದಲ್ಲಿ ಶನಿವಾರ ಬಯಲುಸೀಮೆ ಸಾಂಸ್ಕೃತಿಕ ಪ್ರತಿಷ್ಠಾನದ ವತಿಯಿಂದ 23ನೇ ವರ್ಷದ ಕನ್ನಡ ರಾಜ್ಯೋತ್ಸವ ಸಮಾರಂಭದ ಅಂಗವಾಗಿ ಭಾವಗೀತೆ ಗಾಯನ, ಸಾಹಿತ್ಯ ಕಲ್ಪತರು ಪ್ರಶಸ್ತಿ ಪ್ರಧಾನ ಸಮಾರಂಭದಲ್ಲಿ ಮಾತನಾಡಿದರು. ಕನ್ನಡ ನಾಡಿನಲ್ಲಿ ಜನಿಸಿದಂತಹ ಪ್ರತಿಯೊಬ್ಬರು ಕನ್ನಡ ಸಾಹಿತ್ಯ ಭಾಷೆಯನ್ನು ಉಳಿಸಿ ಬೆಳೆಸುವಂತಹ ಕಾರ್ಯಗಳನ್ನು ಮಾಡಬೇಕಿದೆ. ದಿನನಿತ್ಯದ ಜೀವನದಲ್ಲಿ ಮಾತೃಭಾಷೆ ಕನ್ನಡದ ಬಳಕೆಯನ್ನು ಹೆಚ್ಚಿಸಬೇಕು. ಕನ್ನಡದ ಉಳಿವಿಗೆ ಎಲ್ಲರೂ ಕೈಜೋಡಿಸಬೇಕು ಎಂದು ಸಾವಿರ ವರ್ಷಕ್ಕೂ ಹಳೆಯ ಕನ್ನಡ ಭಾಷೆ ಬಗ್ಗೆ ತಿಳಿಸಿದ್ದು ಕನ್ನಡಿಗರ ಹೆಮ್ಮೆಯ ಸಂಕೇತವಾಗಿದೆ.: [20, 564, 164, 730]
notice-closing-2: ಈ ಮೇಲಿನ ದಾಖಲೆಗಳ ಜೊತೆಗೆ ತಿಪಟೂರು ನಗರಸಭೆಯಲ್ಲಿ ಅರ್ಜಿ ನಮೂನೆ ಪಡೆದು ನೋಂದಾಯಿಸಿಕೊಳ್ಳಲು ಪೌರಾಯುಕ್ತರು ಈ ಪತ್ರಿಕಾ ಪ್ರಕಟಣೆಯಲ್ಲಿ ತಿಳಿಸಿರುತ್ತಾರೆ.: [603, 1271, 923, 1289]
notice-list-intro: ಈ ಮೇಲೆ ನಮೂದಿಸಿರುವ ವ್ಯಕ್ತಿಯಲ್ಲಿ ತೊಡಗಿರುವ ವ್ಯಕ್ತಿಗಳು ನೋಂದಾಯಿಸಲು ಒದಗಿಸಬೇಕಾದ ದಾಖಲೆಗಳು: [603, 1193, 822, 1202]
kannada-school-col-1: ಮಧುಗಿರಿ : ಸರ್ಕಾರಿ ಶಾಲೆಗಳು ಉಳಿದರೆ ಕನ್ನಡ ಭಾಷೆ ಉಳಿಯುತ್ತದೆ ಎಂದು ವಿಧಾನಸೌಧದ ಜಂಟಿ ಕಾರ್ಯದರ್ಶಿ ಜಿ. ಇ. ಶಂಕರ್ ತಿಳಿಸಿದರು. ಪಟ್ಟಣದ ಏಕಶಿಲಾ ಬೆಟ್ಟದಲ್ಲಿ ರಕ್ತ ದಾನಿ ಸ್ನೇಹ ಬಳಗ ಮತ್ತು ವಿವಿಧ ಕನ್ನಡ ಪರ ಸಂಘಟನೆ ವತಿಯಿಂದ ಕನ್ನಡ ರಾಜ್ಯೋತ್ಸವ ಆಚರಿಸಿ ಮಾತನಾಡಿದ ಅವರು, ಮಗುವಿಗೆ ತಾಯಿ ಮೊದಲ ಗುರುವಾದರೆ, ಪ್ರಾಥಮಿಕ ಶಾಲೆಗಳು ಮಾತೃಭಾಷೆ ಬೆಳೆಯುವುದಕ್ಕೆ ಮೊದಲ ವೇದಿಕೆ ಆಗುತ್ತದೆ. ಅದ್ದರಿಂದ ಶಾಲೆಗಳಲ್ಲಿ ಮೂಲಭೂತ ಸೌಕರ್ಯಗಳನ್ನು ಕಲ್ಪಿಸುವುದರ ಜೊತೆಗೆ ಕಲಿಕಾ ಸಾಮಗ್ರಿಗಳನ್ನು ನೀಡುವುದು ಪ್ರತಿಯೊಬ್ಬರ ಆದ್ಯ ಕರ್ತವ್ಯವಾಗಿದೆ. ಸರ್ಕಾರಿ ಶಾಲೆಗಳು ಎಂದು ಅಸಡ್ಡೆ ಮಾಡದೆ, ಅದರ ಅಭಿವೃದ್ಧಿಗೆ ಪ್ರತಿಯೊಬ್ಬರೂ ಕಂಕಣ ಬದ್ಧರಾಗಬೇಕು ಎಂದರು. ಉಪವಿಭಾಗಾಧಿಕಾರಿ ಗೋಟೂರು ಶಿವಪ್ಪ ಮಾತನಾಡಿ, ಈ ಏಕಶಿಲಾ ಬೆಟ್ಟ ಚಾರಣ ಮಾಡುವುದರಿಂದ ಲೋಕ ಜ್ಞಾನ ಹೆಚ್ಚಾಗುತ್ತದೆ. ಅದರಲ್ಲೂ ಕನ್ನಡ ರಾಜ್ಯೋತ್ಸವವನ್ನು ಇತಿಹಾಸ ಪ್ರಸಿದ್ಧ ಮತ್ತು ಐತಿಹಾಸಿಕ ಪುರಾಣಗಳನ್ನು ಒಳಗೊಂಡ ಸಮುದ್ರಮಟ್ಟದಿಂದ 3600 ಅಡಿ ಎತ್ತರದ: [479, 118, 623, 294]
yadava-col-2: ಮತ್ತು ಸಾಮಾಜಿಕವಾಗಿ ನ್ಯಾಯ ಸಿಕ್ಕಿಲ್ಲ, ಕಾರಣ ನಮ್ಮಲ್ಲಿ ಒಗ್ಗಟ್ಟಿನ ಕೊರತೆಯಿದೆ ಎಂದರು. ಸರ್ಕಾರದಿಂದ ಯಾವುದೇ ಸೌಲಭ್ಯ ಪಂಚತಾರಗಬೇಡಿ, ಅಗತ್ಯವಿದ್ದಾಗ ನಮಗೆ ತಿಳಿಸಿ ಎಂದ ಅವರು, ಅಲೆಮಾರಿ ಮತ್ತು ನಿರ್ಗತಿಕ ಮಕ್ಕಳಿದ್ದರೆ ನಮ್ಮ ಆಶ್ರಮಕ್ಕೆ ತಂದುಬಿಡಿ ಉಚಿತ ಶಿಕ್ಷಣ ನೀಡಲಾಗುವುದು ಎಂದರು. ಪ್ರತಿಭೆಗಳೇರುವ ಪಾಜಿ ಮಂತ್ರಿ ರಘುವೀರರೆಡ್ಡಿ ಮಾತನಾಡಿ ಕೇವಲ ಕಷ್ಟಪಟ್ಟು ಕೆಲಸ ಮಾಡಿದರೆ ಯಾವ ಕ್ಷೇತ್ರದಲ್ಲೂ ಅಭಿವೃದ್ಧಿ ಸಾಧ್ಯವಿಲ್ಲ, ಆದರೆ ಇಷ್ಟಪಟ್ಟು ಕೆಲಸ ಮಾಡಿದರೆ ಅಭಿವೃದ್ಧಿ ಸಾಧ್ಯ ಎಂದರು. ವಿದ್ಯಾರ್ಥಿಗಳು ಮೊಬೈಲ್ ಗೀಳಿನಿಂದ ಹೊರಬಂದು ವಿದ್ಯಾಭ್ಯಾಸ ಮಾಡಬೇಕೆಂದು ಸಲಹೆ ನೀಡಿದರು. ಶೈಕ್ಷಣಿಕವಾಗಿ ಮುಂದುವರೆಯುವಲ್ಲಿ ಮೆಟ್ಟಿಲು ಮೊದಲಾಗಿದೆ. ಯಾದವ ಸಮುದಾಯದ ವಿದ್ಯಾರ್ಥಿಗಳು ಶೈಕ್ಷಣಿಕವಾಗಿ ಮುಂದುವರೆಯಲು ಬೆನ್ನೆಲುಬಾಗಿ ನಿಲ್ಲುವುದಾಗಿ ಭರವಸೆ ನೀಡಿದರು. ಯಾದವ ಸಮುದಾಯದ ಮಕ್ಕಳು ಮೆಚ್ಚಿಗೆ ವ್ಯಕ್ತಪಡಿಸಿದರು.: [177, 203, 317, 369]
published-at-label: PUBLISHED AT:: [752, 1441, 808, 1451]
signatory-sd: ಸಹಿ/-: [648, 1293, 661, 1302]
temple-col-4: ಆಯುಷ್ಯ ಮತ್ತು ಆರೋಗ್ಯವನ್ನು ನೀಡಲಿ ಎಂದು ಹೇಳಿದರು. ಪರಮ ಪೂಜ್ಯ ಡಾ ಶ್ರೀ ನಿರ್ಮಲಾನಂದ ಶ್ರೀ ಗಳು ಹಾಗೂ ಶ್ರೀ ಶ್ರೀ ಪ್ರಸನ್ನನಾಥ ಸ್ವಾಮೀಜಿ ದಿವ್ಯ ಸಾನಿಧ್ಯ ವಹಿಸಿದ್ದರು. ಕಾರ್ಯಕ್ರಮದಲ್ಲಿ ವಿ ಎಸ್ ಇ ಆರ್ ಜಯರಾಂ, ಎಸ್. ಆರ್. ಶಂಕರ್ ಚಿಕ್ಕ ಕೊಟ್ಟಾರ, ತಾಲ್ಲೂಕು ಅಧ್ಯಕ್ಷರು ಗ್ರಾಮ ಪಂಚಾಯಿತಿ ಪದಾಧಿಕಾರಿಗಳು ಹಾಗೂ ಸದಸ್ಯರುಗಳು, ಶಿವಣ್ಣ, ರಾಮಣ್ಣ, ಕುಮಾರ್, ಯಜಮಾನರು ಮುಖಂಡರುಗಳು, ಸ್ಥಳೀಯ ಆಕ್ಕ ಪಕ್ಕದ ಹಳ್ಳಿಯ ಗ್ರಾಮಸ್ಥರು, ಸ್ಥಳೀಯ ಜನಪ್ರತಿನಿಧಿಗಳು, ದೇವಿಯ ಒಕ್ಕಲಿನವರು, ಭಕ್ತಾದಿಗಳು ಮುಂತಾದವರಿದ್ದರು.: [450, 1162, 582, 1265]
notice-address: ತಿಪಟೂರು ತಾಲ್ಲೂಕು, ತುಮಕೂರು ಜಿಲ್ಲೆ, 08134-250785,: [695, 1072, 831, 1080]
slogan-box: [498, 478, 562, 508]
notice-contact: itstaff_ulb_tiptur@yahoo.co.in, www.tipturcity.mrc.gov.in: [657, 1081, 869, 1091]
column-rule: [585, 478, 586, 1428]
photo-bhavanatmaka-stage: [170, 570, 440, 706]
farmers-col-2: ರಾಜ್ಯದ ಎಲ್ಲಾ ಭಾಗಗಳಲ್ಲೂ ಇಚ್ಛಾನುಸಾರ ವಕ್ಫ್ ಆಸ್ತಿ ಎಂದು ಪಹಣಿಗಳಲ್ಲಿ ತಿದ್ದುಪಡಿ ಮಾಡಿಕೊಳ್ಳಲಾಗುತ್ತಿದ್ದು, ಈ ಅತಿಕ್ರಮಣ ಚಟುವಟಿಕೆಯ ವಿರುದ್ಧ ಸರ್ಕಾರಕ್ಕೆ ಜಿಲ್ಲಾಧಿಕಾರಿಗಳ ಮೂಲಕ ಮನವಿ ಪತ್ರ ಸಲ್ಲಿಸಲು ಸರ್ಕಾರಿ ಪಡಿತರ ಹಾಗೂ ಪೂರ್ಣ ಕಾಲೇಜು ಮೈದಾನದಿಂದ ಮೆರವಣಿಗೆ ಹೊರಡಲಿದೆ. ನಂತರ ಜಿಲ್ಲಾಧಿಕಾರಿ ಕಚೇರಿಯವರೆಗೆ ಪಾದಯಾತ್ರೆ ನಡೆಸಲಾಗುವುದು. ನಂತರ ಸಭಾ ಕಾರ್ಯಕ್ರಮ ನಡೆಯಲಿದ್ದು ವಿವಿಧ ಮಠಾಧೀಶರು ಭಾಗವಹಿಸಲಿದ್ದಾರೆ ಎಂದು ಅವರು ಹೇಳಿದ್ದಾರೆ. ಈ ಚಳವಳಿಯ ನೇತೃತ್ವವನ್ನು ಜಿಲ್ಲೆಯ ವಿವಿಧ ಮಠಾಧೀಶರು ವಹಿಸಿಕೊಳ್ಳಲಿದ್ದು ಸಮಾಜದ ಎಲ್ಲಾ ರೈತರು ಮಾಲೀಕರು ಸಮಸ್ಯೆಗಳನ್ನು ಎದುರಿಸುತ್ತಿದ್ದಾರೆ. ಎಲ್ಲಾ ರೈತ ಸಂಘಟನೆಗಳು, ಹಿಂದೂ ಸಂಘಟನೆಗಳು, ಸಾಮಾಜಿಕ ಕಾರ್ಯಕರ್ತರು, ಧಾರ್ಮಿಕ ಸಂಘಟನೆಗಳು, ಮುಸಲ್ಮಾನರಲ್ಲಿಯೂ ಪೀಡಿತ-ಭಾದಿತ ಜನರು ಈ ಹೋರಾಟದಲ್ಲಿ ಭಾಗವಹಿಸಿ ಹೋರಾಟವನ್ನು ಯಶಸ್ವಿಗೊಳಿಸಬೇಕು ಎಂದು ಅವರು ಮನವಿ ಮಾಡಿದ್ದಾರೆ.: [765, 512, 933, 646]
signatory: [631, 1294, 677, 1330]
